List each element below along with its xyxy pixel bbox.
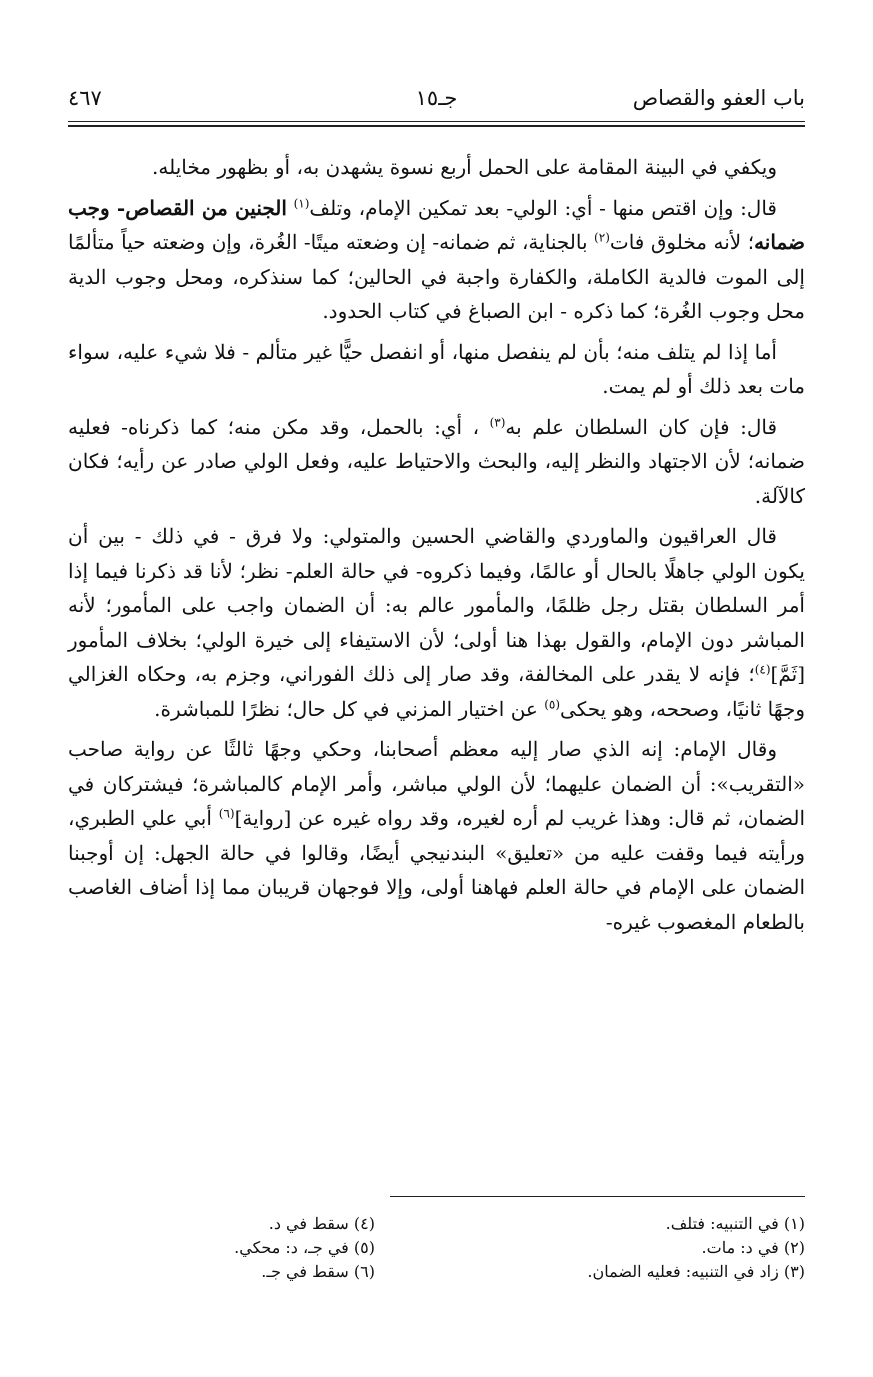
footnote-number: (٣) xyxy=(783,1262,805,1281)
chapter-title: باب العفو والقصاص xyxy=(632,86,805,110)
text-run: وقال الإمام: إنه الذي صار إليه معظم أصحابنا، وحكي وجهًا ثالثًا عن رواية صاحب «التقريب»: أن الضمان عليهما؛ لأن الولي مباشر، وأمر الإمام كالمباشرة؛ فيشتركان في الضمان، ثم قال: وهذا غريب لم أره لغيره، وقد رواه غيره عن xyxy=(68,737,806,830)
footnote-item xyxy=(35,1236,375,1260)
paragraph xyxy=(68,519,805,726)
text-run: ؛ لأنه مخلوق فات xyxy=(609,230,755,254)
footnote-ref: (٥) xyxy=(544,696,561,711)
text-run: بالجناية، ثم ضمانه- إن وضعته ميتًا- الغُرة، وإن وضعته حياً متألمًا إلى الموت فالدية الكاملة، والكفارة واجبة في الحالين؛ كما سنذكره، ومحل وجوب الدية محل وجوب الغُرة؛ كما ذكره - ابن الصباغ في كتاب الحدود. xyxy=(68,230,805,323)
footnote-number: (١) xyxy=(783,1214,805,1233)
footnote-text: في جـ، د: محكي. xyxy=(234,1238,349,1257)
footnote-item xyxy=(465,1260,805,1284)
footnote-ref: (٣) xyxy=(489,414,506,429)
footnote-number: (٤) xyxy=(353,1214,375,1233)
footnote-text: في التنبيه: فتلف. xyxy=(665,1214,779,1233)
text-run: [ثَمَّ] xyxy=(770,662,805,686)
footnote-ref: (٢) xyxy=(594,230,610,245)
text-run: قال العراقيون والماوردي والقاضي الحسين والمتولي: ولا فرق - في ذلك - بين أن يكون الولي جاهلًا بالحال أو عالمًا، وفيما ذكروه- في حالة العلم- نظر؛ لأنا قد ذكرنا فيما إذا أمر السلطان بقتل رجل ظلمًا، والمأمور عالم به: أن الضمان واجب على المأمور؛ لأنه المباشر دون الإمام، والقول بهذا هنا أولى؛ لأن الاستيفاء إلى خيرة الولي؛ بخلاف المأمور xyxy=(68,524,805,652)
footnote-ref: (١) xyxy=(293,195,310,210)
footnote-item xyxy=(35,1260,375,1284)
footnote-column xyxy=(35,1212,375,1284)
footnote-rule xyxy=(390,1196,805,1197)
text-run: أبي علي الطبري، ورأيته فيما وقفت عليه من «تعليق» البندنيجي أيضًا، وقالوا في حالة الجهل: إن أوجبنا الضمان على الإمام في حالة العلم فهاهنا أولى، وإلا فوجهان قريبان مما إذا أضاف الغاصب بالطعام المغصوب غيره- xyxy=(68,806,805,934)
footnote-text: سقط في جـ. xyxy=(261,1262,349,1281)
footnote-text: سقط في د. xyxy=(268,1214,349,1233)
text-run: قال: وإن اقتص منها - أي: الولي- بعد تمكين الإمام، وتلف xyxy=(309,195,777,220)
text-run: [رواية] xyxy=(234,806,292,830)
bold-term: الجنين من القصاص- وجب ضمانه xyxy=(68,195,805,254)
footnote-item xyxy=(465,1236,805,1260)
page-header xyxy=(68,86,805,118)
footnote-number: (٥) xyxy=(353,1238,375,1257)
footnotes xyxy=(68,1212,805,1312)
footnote-ref: (٦) xyxy=(218,806,235,821)
text-run: ؛ فإنه لا يقدر على المخالفة، وقد صار إلى ذلك الفوراني، وجزم به، وحكاه الغزالي وجهًا ثانيًا، وصححه، وهو يحكى xyxy=(68,662,805,721)
footnote-number: (٦) xyxy=(353,1262,375,1281)
paragraph: أما إذا لم يتلف منه؛ بأن لم ينفصل منها، أو انفصل حيًّا غير متألم - فلا شيء عليه، سواء مات بعد ذلك أو لم يمت. xyxy=(68,339,805,398)
footnote-text: في د: مات. xyxy=(701,1238,779,1257)
main-text xyxy=(68,150,805,945)
paragraph: ويكفي في البينة المقامة على الحمل أربع نسوة يشهدن به، أو بظهور مخايله. xyxy=(152,155,777,179)
text-run: ، أي: بالحمل، وقد مكن منه؛ كما ذكرناه- فعليه ضمانه؛ لأن الاجتهاد والنظر إليه، والبحث والاحتياط عليه، وفعل الولي صادر عن رأيه؛ فكان كالآلة. xyxy=(68,414,805,508)
paragraph xyxy=(68,191,805,329)
footnote-item xyxy=(465,1212,805,1236)
text-run: قال: فإن كان السلطان علم به xyxy=(505,414,778,439)
volume-label: جـ١٥ xyxy=(415,86,458,110)
footnote-ref: (٤) xyxy=(754,662,771,677)
footnote-item xyxy=(35,1212,375,1236)
text-run: عن اختيار المزني في كل حال؛ نظرًا للمباشرة. xyxy=(154,696,545,721)
header-rule-thick xyxy=(68,125,805,127)
footnote-text: زاد في التنبيه: فعليه الضمان. xyxy=(587,1262,779,1281)
page-number: ٤٦٧ xyxy=(68,86,102,110)
paragraph xyxy=(68,410,805,514)
paragraph xyxy=(68,732,805,939)
footnote-column xyxy=(465,1212,805,1284)
footnote-number: (٢) xyxy=(783,1238,805,1257)
header-rule xyxy=(68,121,805,122)
